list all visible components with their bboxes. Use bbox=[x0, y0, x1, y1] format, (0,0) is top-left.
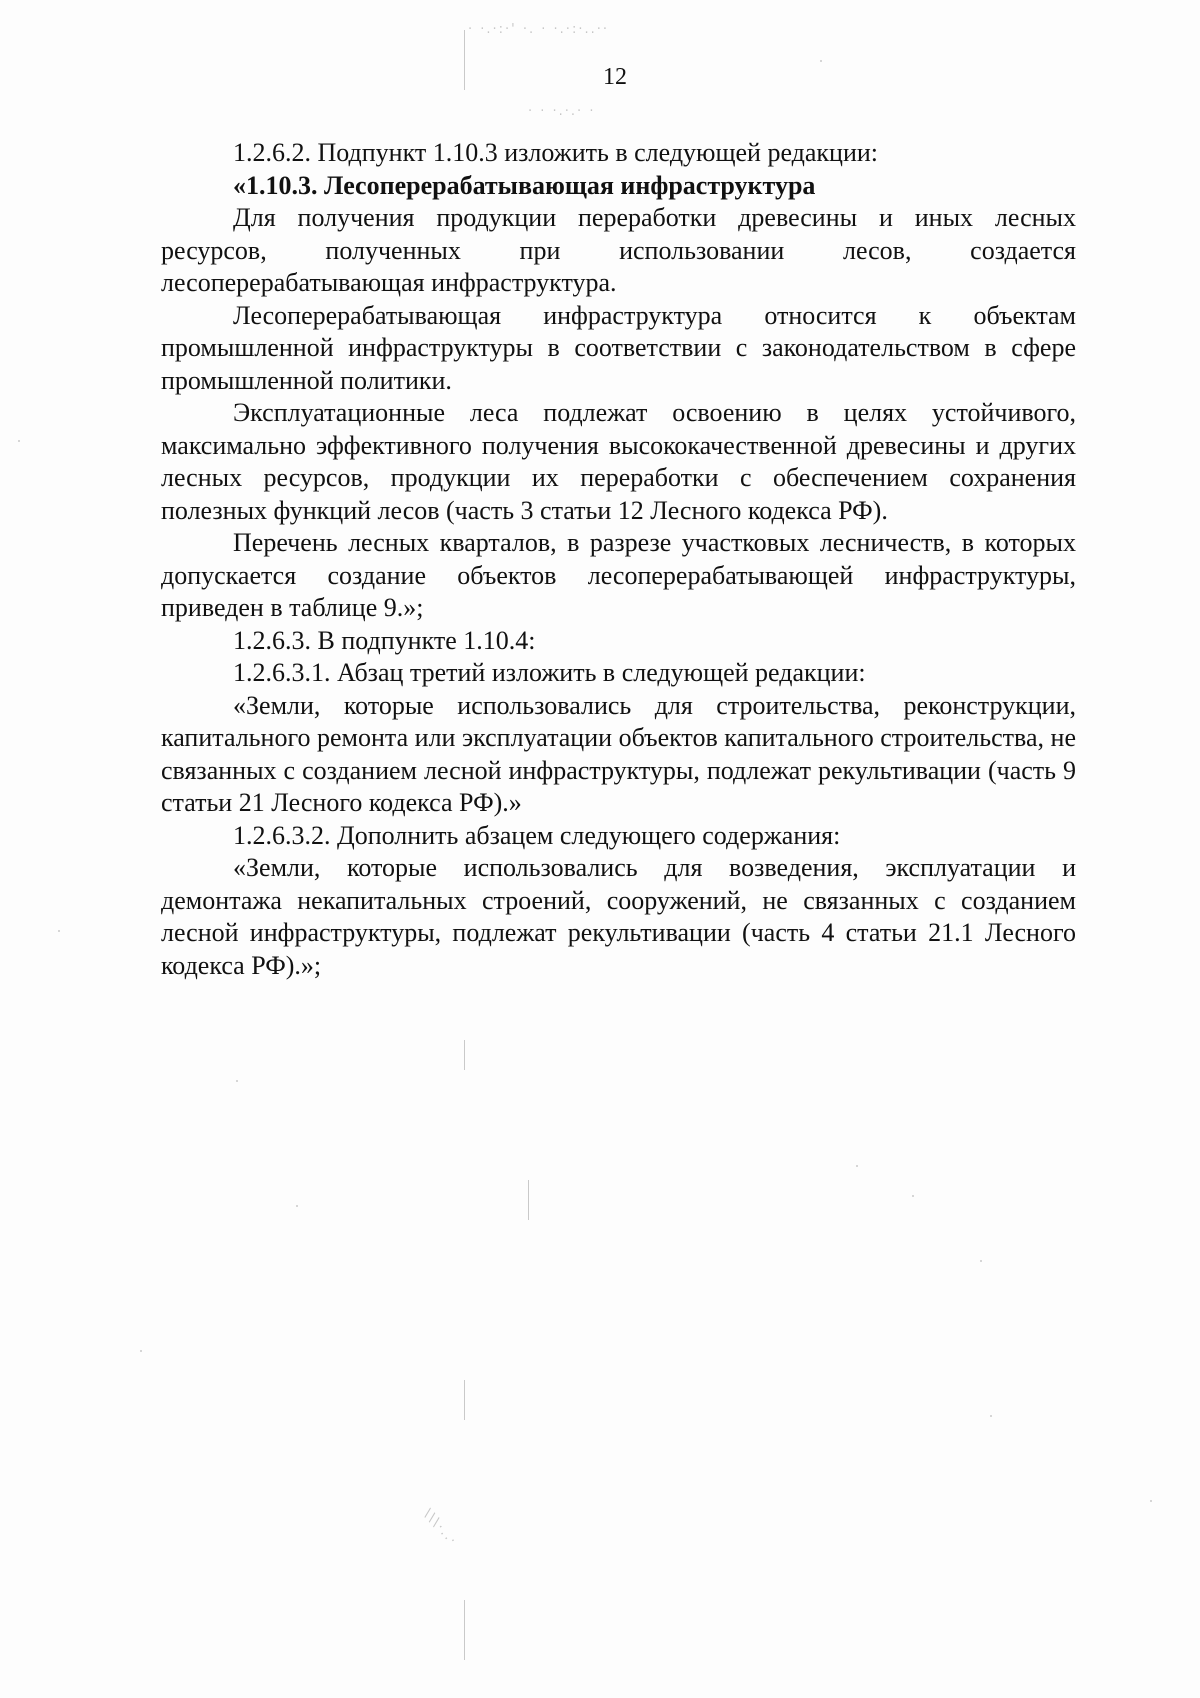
paragraph: Эксплуатационные леса подлежат освоению в целях устойчивого, максимально эффективного получения высококачественной древесины и других лесных ресурсов, продукции их переработки с обеспечением сохранения полезных функций лесов (часть 3 статьи 12 Лесного кодекса РФ). bbox=[161, 398, 1076, 525]
scan-smudge: · ·.·:·' ·. · ·.·:·..·· bbox=[468, 22, 609, 37]
scan-dot bbox=[58, 930, 60, 932]
section-heading: «1.10.3. Лесоперерабатывающая инфраструктура bbox=[233, 170, 816, 200]
scan-dot bbox=[1150, 1500, 1152, 1502]
scan-line bbox=[464, 1380, 465, 1420]
scan-smudge: \\\·..· bbox=[420, 1506, 461, 1549]
document-body bbox=[161, 137, 1076, 982]
scan-dot bbox=[236, 1080, 238, 1082]
scan-dot bbox=[296, 1205, 298, 1207]
scan-dot bbox=[140, 1350, 142, 1352]
paragraph: Перечень лесных кварталов, в разрезе участковых лесничеств, в которых допускается создание объектов лесоперерабатывающей инфраструктуры, приведен в таблице 9.»; bbox=[161, 528, 1076, 622]
page-number: 12 bbox=[603, 64, 627, 90]
scan-dot bbox=[18, 440, 20, 442]
scan-line bbox=[464, 1600, 465, 1660]
scan-dot bbox=[856, 1165, 858, 1167]
paragraph: Лесоперерабатывающая инфраструктура относится к объектам промышленной инфраструктуры в соответствии с законодательством в сфере промышленной политики. bbox=[161, 300, 1076, 395]
paragraph: «Земли, которые использовались для возведения, эксплуатации и демонтажа некапитальных строений, сооружений, не связанных с созданием лесной инфраструктуры, подлежат рекультивации (часть 4 статьи 21.1 Лесного кодекса РФ).»; bbox=[161, 853, 1076, 980]
paragraph: 1.2.6.2. Подпункт 1.10.3 изложить в следующей редакции: bbox=[233, 138, 879, 167]
paragraph: 1.2.6.3.1. Абзац третий изложить в следующей редакции: bbox=[233, 658, 866, 687]
scan-line bbox=[464, 1040, 465, 1070]
paragraph: 1.2.6.3.2. Дополнить абзацем следующего содержания: bbox=[233, 820, 841, 850]
scan-dot bbox=[990, 1415, 992, 1417]
paragraph: Для получения продукции переработки древесины и иных лесных ресурсов, полученных при использовании лесов, создается лесоперерабатывающая инфраструктура. bbox=[161, 203, 1076, 297]
paragraph: «Земли, которые использовались для строительства, реконструкции, капитального ремонта или эксплуатации объектов капитального строительства, не связанных с созданием лесной инфраструктуры, подлежат рекультивации (часть 9 статьи 21 Лесного кодекса РФ).» bbox=[161, 690, 1076, 817]
scan-line bbox=[528, 1180, 529, 1220]
scan-dot bbox=[980, 1260, 982, 1262]
scan-smudge: · · ·.·.· · bbox=[528, 104, 596, 119]
paragraph: 1.2.6.3. В подпункте 1.10.4: bbox=[233, 625, 536, 655]
scan-dot bbox=[912, 1195, 914, 1197]
